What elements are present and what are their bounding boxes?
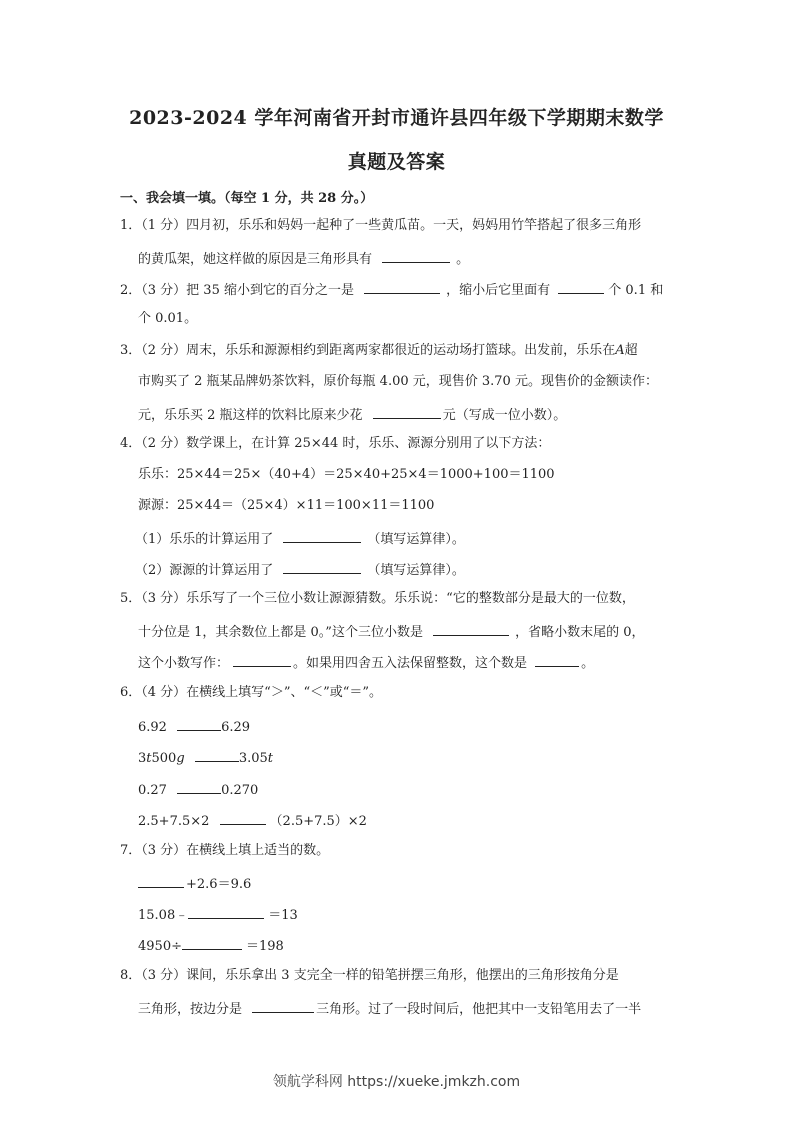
q5-answer-blank-1[interactable] [433, 621, 509, 636]
q8-line1: 8．（3 分）课间，乐乐拿出 3 支完全一样的铅笔拼摆三角形，他摆出的三角形按角分是 [120, 968, 619, 983]
q5-text-a: 十分位是 1，其余数位上都是 0。”这个三位小数是 [138, 625, 423, 640]
q6-b-unit-t: t [146, 751, 152, 766]
q4-answer-blank-1[interactable] [283, 528, 361, 543]
q3-text-c: 元，乐乐买 2 瓶这样的饮料比原来少花 [138, 408, 363, 423]
q5-line1: 5．（3 分）乐乐写了一个三位小数让源源猜数。乐乐说：“它的整数部分是最大的一位数， [120, 591, 635, 606]
q4-sub1-text: （1）乐乐的计算运用了 [135, 532, 274, 547]
q4-sub1-hint: （填写运算律）。 [367, 532, 465, 547]
q2-text-c: 个 0.1 和 [608, 283, 664, 298]
q7-line1: 7．（3 分）在横线上填上适当的数。 [120, 843, 330, 858]
q7-row-b [138, 904, 298, 925]
q2-answer-blank-2[interactable] [558, 279, 604, 294]
q1-answer-blank[interactable] [382, 248, 450, 263]
q6-d-blank[interactable] [220, 810, 266, 825]
q2-answer-blank-1[interactable] [364, 279, 440, 294]
q7-row-a [138, 873, 251, 894]
q6-row-d [138, 810, 367, 831]
document-title-line1: 2023-2024 学年河南省开封市通许县四年级下学期期末数学 [129, 107, 664, 129]
q4-sub2 [135, 559, 465, 580]
page-footer-watermark: 领航学科网 https://xueke.jmkzh.com [272, 1074, 521, 1090]
q7-row-c [138, 935, 284, 956]
section-heading: 一、我会填一填。（每空 1 分，共 28 分。） [120, 191, 374, 206]
q3-text-a: 3．（2 分）周末，乐乐和源源相约到距离两家都很近的运动场打篮球。出发前，乐乐在 [120, 343, 616, 358]
q5-text-c: 这个小数写作： [138, 656, 230, 671]
q3-text-d: 元（写成一位小数）。 [442, 408, 567, 423]
q6-c-blank[interactable] [177, 779, 221, 794]
q7-a-right: +2.6＝9.6 [186, 877, 252, 892]
q7-a-blank[interactable] [138, 873, 184, 888]
q2-line1 [120, 279, 663, 300]
q5-line2 [138, 621, 645, 642]
q1-text-a: 的黄瓜架，她这样做的原因是三角形具有 [138, 252, 373, 267]
q2-text-b: ，缩小后它里面有 [446, 283, 551, 298]
q6-b-unit-g: g [176, 751, 185, 766]
q6-d-left: 2.5+7.5×2 [138, 814, 210, 829]
q6-a-left: 6.92 [138, 720, 167, 735]
q5-line3 [138, 652, 594, 673]
q6-b-left-num2: 500 [151, 751, 177, 766]
q8-text-b: 三角形。过了一段时间后，他把其中一支铅笔用去了一半 [316, 1002, 642, 1017]
q6-row-b [138, 747, 273, 768]
q8-line2 [138, 998, 641, 1019]
q7-c-blank[interactable] [182, 935, 242, 950]
q6-b-left-num: 3 [138, 751, 147, 766]
q7-b-blank[interactable] [188, 904, 264, 919]
q7-c-left: 4950÷ [138, 939, 182, 954]
q4-lele-method: 乐乐：25×44＝25×（40+4）＝25×40+25×4＝1000+100＝1100 [138, 467, 555, 482]
q3-var-a: A [615, 343, 625, 358]
q5-text-e: 。 [581, 656, 595, 671]
q3-line1 [120, 342, 638, 360]
q2-text-a: 2．（3 分）把 35 缩小到它的百分之一是 [120, 283, 354, 298]
q6-b-right-unit-t: t [267, 751, 273, 766]
q6-row-a [138, 716, 250, 737]
q5-answer-blank-3[interactable] [535, 652, 579, 667]
q7-b-right: ＝13 [268, 908, 298, 923]
q1-line2 [138, 248, 469, 269]
q4-line1: 4．（2 分）数学课上，在计算 25×44 时，乐乐、源源分别用了以下方法： [120, 436, 551, 451]
q3-line2: 市购买了 2 瓶某品牌奶茶饮料，原价每瓶 4.00 元，现售价 3.70 元。现售价的金额读作： [138, 374, 658, 389]
q4-sub2-text: （2）源源的计算运用了 [135, 563, 274, 578]
q4-answer-blank-2[interactable] [283, 559, 361, 574]
q6-c-right: 0.270 [221, 783, 259, 798]
q1-text-b: 。 [456, 252, 470, 267]
q4-sub2-hint: （填写运算律）。 [367, 563, 465, 578]
q5-text-b: ，省略小数末尾的 0， [515, 625, 645, 640]
q8-answer-blank[interactable] [252, 998, 314, 1013]
q4-yuanyuan-method: 源源：25×44＝（25×4）×11＝100×11＝1100 [138, 498, 435, 513]
q6-d-right: （2.5+7.5）×2 [269, 814, 367, 829]
q6-b-right-num: 3.05 [238, 751, 268, 766]
q6-line1: 6．（4 分）在横线上填写“＞”、“＜”或“＝”。 [120, 685, 383, 700]
q7-c-right: ＝198 [245, 939, 284, 954]
q6-row-c [138, 779, 258, 800]
q2-line2: 个 0.01。 [138, 311, 198, 326]
q3-answer-blank[interactable] [373, 404, 441, 419]
q6-b-blank[interactable] [195, 747, 239, 762]
q1-line1: 1．（1 分）四月初，乐乐和妈妈一起种了一些黄瓜苗。一天，妈妈用竹竿搭起了很多三角形 [120, 218, 642, 233]
q5-text-d: 。如果用四舍五入法保留整数，这个数是 [293, 656, 528, 671]
q8-text-a: 三角形，按边分是 [138, 1002, 243, 1017]
q3-line3 [138, 404, 566, 425]
q4-sub1 [135, 528, 465, 549]
q6-a-blank[interactable] [177, 716, 221, 731]
q5-answer-blank-2[interactable] [233, 652, 291, 667]
q7-b-left: 15.08﹣ [138, 908, 189, 923]
q6-a-right: 6.29 [221, 720, 251, 735]
q3-text-b: 超 [624, 343, 638, 358]
document-title-line2: 真题及答案 [347, 151, 446, 173]
q6-c-left: 0.27 [138, 783, 167, 798]
